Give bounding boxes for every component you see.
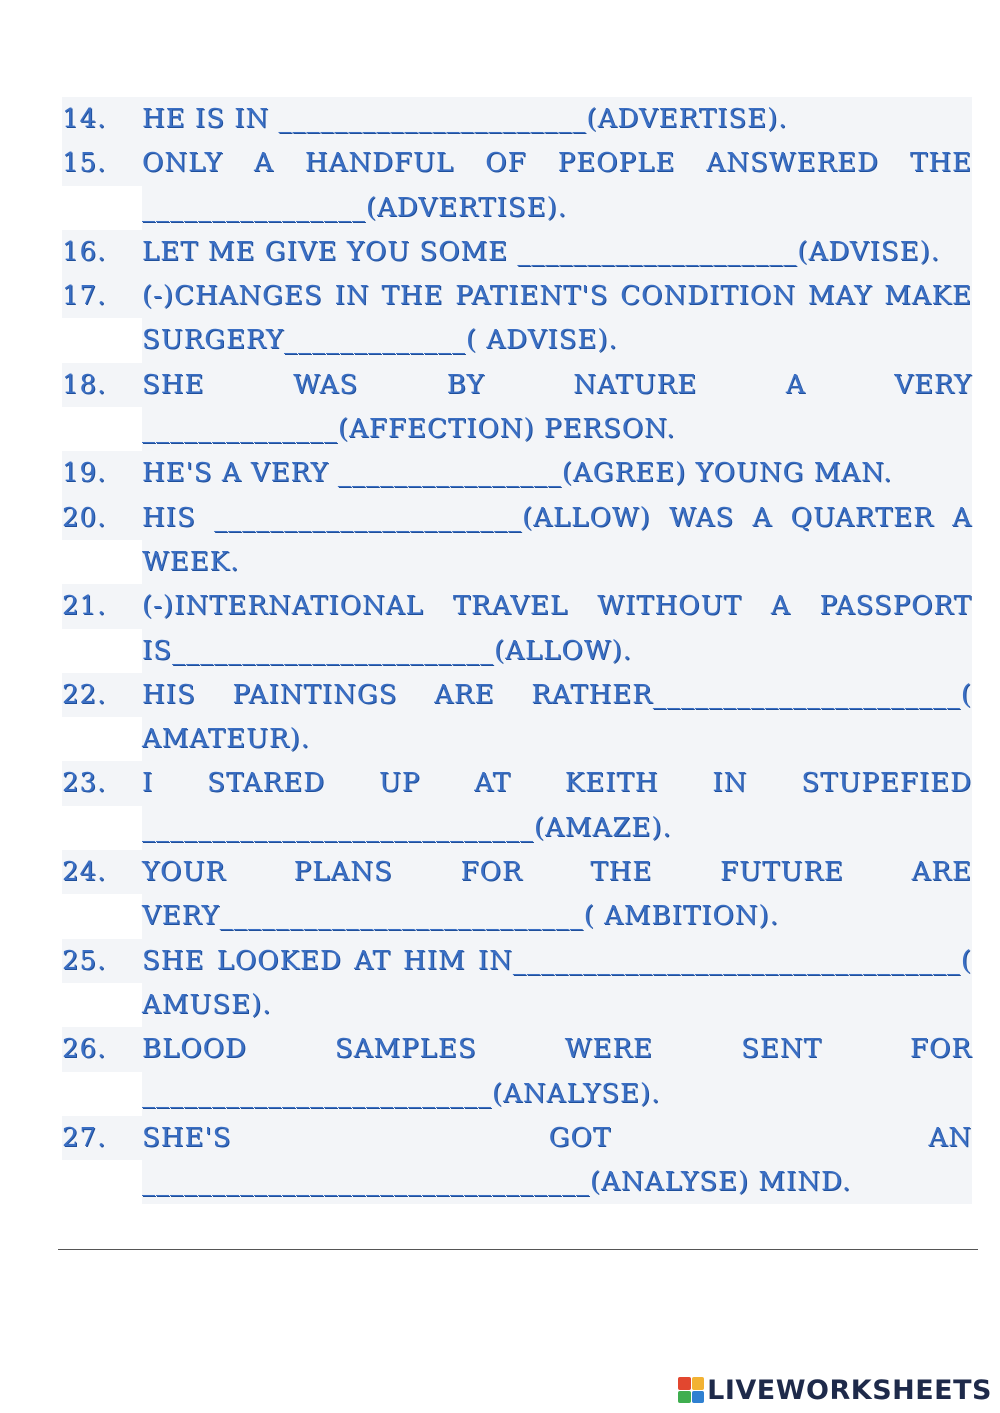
exercise-list	[62, 97, 972, 1204]
exercise-sentence[interactable]: (-)INTERNATIONAL TRAVEL WITHOUT A PASSPORT IS_______________________(ALLOW).	[142, 584, 972, 673]
exercise-sentence[interactable]: HE IS IN ______________________(ADVERTISE).	[142, 97, 972, 141]
exercise-number: 25.	[62, 939, 142, 983]
exercise-item	[62, 451, 972, 495]
exercise-sentence[interactable]: SHE'S GOT AN ________________________________(ANALYSE) MIND.	[142, 1116, 972, 1205]
exercise-item	[62, 496, 972, 585]
exercise-item	[62, 363, 972, 452]
exercise-number: 15.	[62, 141, 142, 185]
exercise-item	[62, 274, 972, 363]
exercise-number: 16.	[62, 230, 142, 274]
exercise-number: 14.	[62, 97, 142, 141]
exercise-sentence[interactable]: HE'S A VERY ________________(AGREE) YOUNG MAN.	[142, 451, 972, 495]
logo-square	[678, 1391, 691, 1404]
exercise-number: 22.	[62, 673, 142, 717]
exercise-number: 18.	[62, 363, 142, 407]
exercise-sentence[interactable]: HIS ______________________(ALLOW) WAS A QUARTER A WEEK.	[142, 496, 972, 585]
exercise-sentence[interactable]: ONLY A HANDFUL OF PEOPLE ANSWERED THE ________________(ADVERTISE).	[142, 141, 972, 230]
exercise-item	[62, 584, 972, 673]
liveworksheets-logo-text: LIVEWORKSHEETS	[707, 1374, 992, 1406]
exercise-item	[62, 761, 972, 850]
exercise-item	[62, 673, 972, 762]
exercise-item	[62, 230, 972, 274]
exercise-number: 21.	[62, 584, 142, 628]
exercise-sentence[interactable]: I STARED UP AT KEITH IN STUPEFIED ____________________________(AMAZE).	[142, 761, 972, 850]
exercise-sentence[interactable]: LET ME GIVE YOU SOME ____________________(ADVISE).	[142, 230, 972, 274]
exercise-number: 20.	[62, 496, 142, 540]
exercise-item	[62, 1027, 972, 1116]
exercise-sentence[interactable]: SHE WAS BY NATURE A VERY ______________(AFFECTION) PERSON.	[142, 363, 972, 452]
exercise-number: 19.	[62, 451, 142, 495]
exercise-item	[62, 1116, 972, 1205]
exercise-number: 27.	[62, 1116, 142, 1160]
exercise-item	[62, 939, 972, 1028]
exercise-sentence[interactable]: HIS PAINTINGS ARE RATHER______________________( AMATEUR).	[142, 673, 972, 762]
exercise-sentence[interactable]: (-)CHANGES IN THE PATIENT'S CONDITION MAY MAKE SURGERY_____________( ADVISE).	[142, 274, 972, 363]
logo-square	[692, 1391, 705, 1404]
exercise-item	[62, 850, 972, 939]
exercise-sentence[interactable]: SHE LOOKED AT HIM IN________________________________( AMUSE).	[142, 939, 972, 1028]
exercise-sentence[interactable]: YOUR PLANS FOR THE FUTURE ARE VERY__________________________( AMBITION).	[142, 850, 972, 939]
logo-square	[678, 1377, 691, 1390]
exercise-item	[62, 141, 972, 230]
liveworksheets-logo-icon	[678, 1377, 704, 1403]
exercise-sentence[interactable]: BLOOD SAMPLES WERE SENT FOR _________________________(ANALYSE).	[142, 1027, 972, 1116]
exercise-item	[62, 97, 972, 141]
logo-square	[692, 1377, 705, 1390]
exercise-number: 23.	[62, 761, 142, 805]
bottom-divider	[58, 1249, 978, 1250]
exercise-number: 17.	[62, 274, 142, 318]
exercise-number: 24.	[62, 850, 142, 894]
liveworksheets-logo[interactable]	[678, 1375, 992, 1405]
exercise-number: 26.	[62, 1027, 142, 1071]
